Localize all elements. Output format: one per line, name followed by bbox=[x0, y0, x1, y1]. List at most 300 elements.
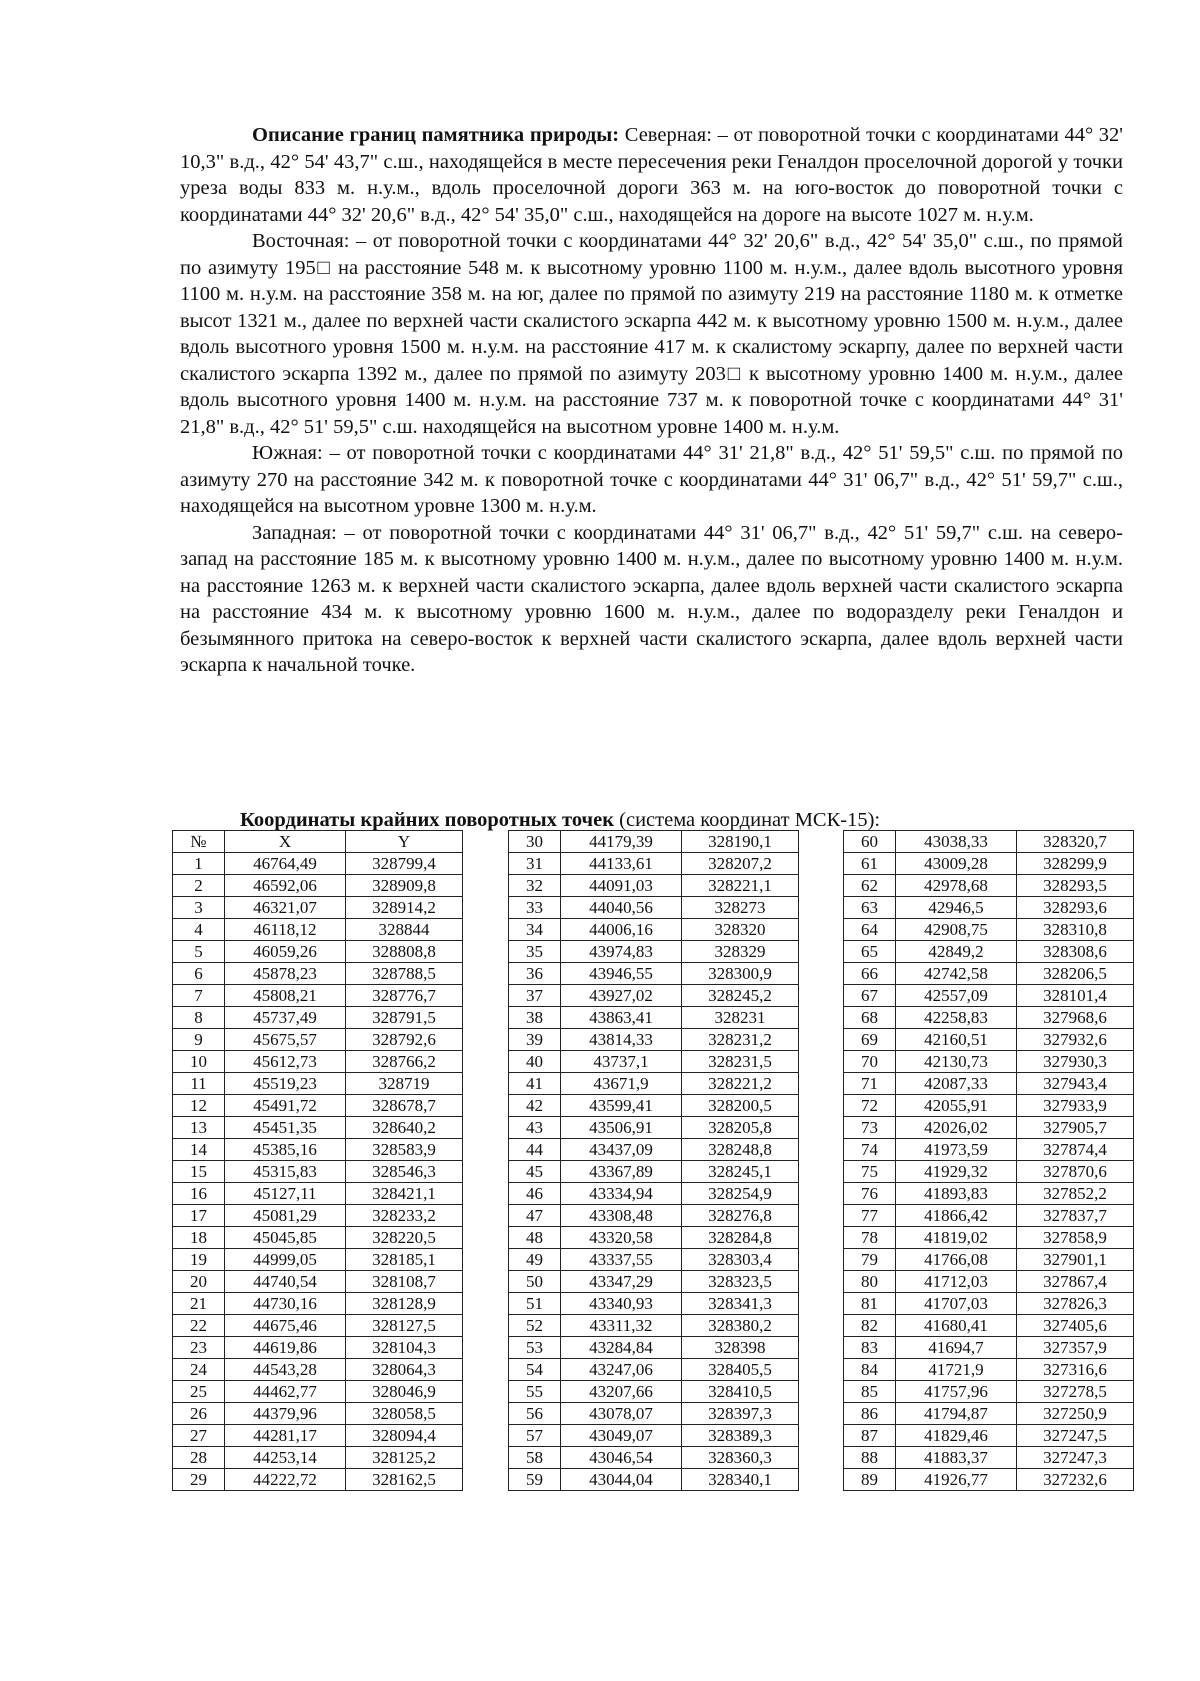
y-value: 328776,7 bbox=[346, 985, 463, 1007]
table-row bbox=[844, 1139, 1134, 1161]
table-row bbox=[173, 1029, 463, 1051]
x-value: 44281,17 bbox=[225, 1425, 346, 1447]
y-value: 327278,5 bbox=[1017, 1381, 1134, 1403]
x-value: 43247,06 bbox=[561, 1359, 682, 1381]
x-value: 41893,83 bbox=[896, 1183, 1017, 1205]
y-value: 328308,6 bbox=[1017, 941, 1134, 963]
y-value: 327905,7 bbox=[1017, 1117, 1134, 1139]
y-value: 328293,6 bbox=[1017, 897, 1134, 919]
point-number: 28 bbox=[173, 1447, 225, 1469]
x-value: 42055,91 bbox=[896, 1095, 1017, 1117]
y-value: 328303,4 bbox=[682, 1249, 799, 1271]
table-row bbox=[844, 1117, 1134, 1139]
x-value: 45612,73 bbox=[225, 1051, 346, 1073]
point-number: 44 bbox=[509, 1139, 561, 1161]
point-number: 53 bbox=[509, 1337, 561, 1359]
table-row bbox=[844, 1095, 1134, 1117]
y-value: 327232,6 bbox=[1017, 1469, 1134, 1491]
point-number: 52 bbox=[509, 1315, 561, 1337]
y-value: 328245,1 bbox=[682, 1161, 799, 1183]
y-value: 327826,3 bbox=[1017, 1293, 1134, 1315]
x-value: 44619,86 bbox=[225, 1337, 346, 1359]
point-number: 74 bbox=[844, 1139, 896, 1161]
x-value: 41712,03 bbox=[896, 1271, 1017, 1293]
table-row bbox=[509, 1381, 799, 1403]
table-row bbox=[173, 1293, 463, 1315]
table-row bbox=[173, 963, 463, 985]
y-value: 328108,7 bbox=[346, 1271, 463, 1293]
x-value: 43946,55 bbox=[561, 963, 682, 985]
x-value: 43308,48 bbox=[561, 1205, 682, 1227]
x-value: 43437,09 bbox=[561, 1139, 682, 1161]
table-row bbox=[173, 1007, 463, 1029]
y-value: 327870,6 bbox=[1017, 1161, 1134, 1183]
table-row bbox=[844, 1293, 1134, 1315]
x-value: 44462,77 bbox=[225, 1381, 346, 1403]
point-number: 14 bbox=[173, 1139, 225, 1161]
x-value: 41866,42 bbox=[896, 1205, 1017, 1227]
point-number: 86 bbox=[844, 1403, 896, 1425]
table-row bbox=[509, 1469, 799, 1491]
point-number: 51 bbox=[509, 1293, 561, 1315]
point-number: 33 bbox=[509, 897, 561, 919]
y-value: 327316,6 bbox=[1017, 1359, 1134, 1381]
x-value: 44999,05 bbox=[225, 1249, 346, 1271]
x-value: 42849,2 bbox=[896, 941, 1017, 963]
y-value: 328640,2 bbox=[346, 1117, 463, 1139]
point-number: 61 bbox=[844, 853, 896, 875]
point-number: 4 bbox=[173, 919, 225, 941]
point-number: 31 bbox=[509, 853, 561, 875]
point-number: 13 bbox=[173, 1117, 225, 1139]
y-value: 327852,2 bbox=[1017, 1183, 1134, 1205]
table-row bbox=[844, 941, 1134, 963]
paragraph-north bbox=[180, 122, 1123, 228]
y-value: 328058,5 bbox=[346, 1403, 463, 1425]
y-value: 327247,3 bbox=[1017, 1447, 1134, 1469]
x-value: 43038,33 bbox=[896, 831, 1017, 853]
point-number: 80 bbox=[844, 1271, 896, 1293]
x-value: 41973,59 bbox=[896, 1139, 1017, 1161]
table-row bbox=[509, 1095, 799, 1117]
table-row bbox=[509, 853, 799, 875]
table-row bbox=[173, 1315, 463, 1337]
y-value: 328273 bbox=[682, 897, 799, 919]
table-row bbox=[509, 1029, 799, 1051]
y-value: 328200,5 bbox=[682, 1095, 799, 1117]
point-number: 64 bbox=[844, 919, 896, 941]
point-number: 54 bbox=[509, 1359, 561, 1381]
point-number: 49 bbox=[509, 1249, 561, 1271]
point-number: 25 bbox=[173, 1381, 225, 1403]
y-value: 328389,3 bbox=[682, 1425, 799, 1447]
table-row bbox=[509, 1073, 799, 1095]
table-row bbox=[173, 1249, 463, 1271]
point-number: 7 bbox=[173, 985, 225, 1007]
table-row bbox=[844, 963, 1134, 985]
table-row bbox=[173, 941, 463, 963]
y-value: 328799,4 bbox=[346, 853, 463, 875]
x-value: 44133,61 bbox=[561, 853, 682, 875]
point-number: 76 bbox=[844, 1183, 896, 1205]
table-row bbox=[844, 897, 1134, 919]
x-value: 43737,1 bbox=[561, 1051, 682, 1073]
x-value: 44091,03 bbox=[561, 875, 682, 897]
point-number: 39 bbox=[509, 1029, 561, 1051]
point-number: 63 bbox=[844, 897, 896, 919]
x-value: 41680,41 bbox=[896, 1315, 1017, 1337]
table-row bbox=[509, 1337, 799, 1359]
y-value: 328323,5 bbox=[682, 1271, 799, 1293]
point-number: 47 bbox=[509, 1205, 561, 1227]
y-value: 328341,3 bbox=[682, 1293, 799, 1315]
x-value: 41883,37 bbox=[896, 1447, 1017, 1469]
point-number: 24 bbox=[173, 1359, 225, 1381]
y-value: 327943,4 bbox=[1017, 1073, 1134, 1095]
point-number: 59 bbox=[509, 1469, 561, 1491]
table-row bbox=[173, 1425, 463, 1447]
table-row bbox=[509, 1293, 799, 1315]
x-value: 43506,91 bbox=[561, 1117, 682, 1139]
y-value: 328231 bbox=[682, 1007, 799, 1029]
table-row bbox=[844, 853, 1134, 875]
y-value: 328094,4 bbox=[346, 1425, 463, 1447]
table-row bbox=[173, 1359, 463, 1381]
x-value: 43927,02 bbox=[561, 985, 682, 1007]
table-row bbox=[844, 1249, 1134, 1271]
point-number: 87 bbox=[844, 1425, 896, 1447]
point-number: 10 bbox=[173, 1051, 225, 1073]
y-value: 327968,6 bbox=[1017, 1007, 1134, 1029]
x-value: 43671,9 bbox=[561, 1073, 682, 1095]
point-number: 36 bbox=[509, 963, 561, 985]
table-row bbox=[844, 1271, 1134, 1293]
y-value: 328791,5 bbox=[346, 1007, 463, 1029]
table-row bbox=[509, 985, 799, 1007]
x-value: 43599,41 bbox=[561, 1095, 682, 1117]
x-value: 45451,35 bbox=[225, 1117, 346, 1139]
y-value: 328046,9 bbox=[346, 1381, 463, 1403]
y-value: 328320,7 bbox=[1017, 831, 1134, 853]
point-number: 85 bbox=[844, 1381, 896, 1403]
point-number: 18 bbox=[173, 1227, 225, 1249]
x-value: 46118,12 bbox=[225, 919, 346, 941]
y-value: 328808,8 bbox=[346, 941, 463, 963]
point-number: 29 bbox=[173, 1469, 225, 1491]
y-value: 328284,8 bbox=[682, 1227, 799, 1249]
point-number: 35 bbox=[509, 941, 561, 963]
x-value: 43334,94 bbox=[561, 1183, 682, 1205]
x-value: 45491,72 bbox=[225, 1095, 346, 1117]
coordinates-table-3 bbox=[843, 830, 1134, 1491]
x-value: 43320,58 bbox=[561, 1227, 682, 1249]
x-value: 45519,23 bbox=[225, 1073, 346, 1095]
y-value: 328909,8 bbox=[346, 875, 463, 897]
paragraph-east: Восточная: – от поворотной точки с координатами 44° 32' 20,6" в.д., 42° 54' 35,0" с.ш., по прямой по азимуту 195□ на расстояние 548 м. к высотному уровню 1100 м. н.у.м., далее вдоль высотного уровня 1100 м. н.у.м. на расстояние 358 м. на юг, далее по прямой по азимуту 219 на расстояние 1180 м. к отметке высот 1321 м., далее по верхней части скалистого эскарпа 442 м. к высотному уровню 1500 м. н.у.м., далее вдоль высотного уровня 1500 м. н.у.м. на расстояние 417 м. к скалистому эскарпу, далее по верхней части скалистого эскарпа 1392 м., далее по прямой по азимуту 203□ к высотному уровню 1400 м. н.у.м., далее вдоль высотного уровня 1400 м. н.у.м. на расстояние 737 м. к поворотной точке с координатами 44° 31' 21,8" в.д., 42° 51' 59,5" с.ш. находящейся на высотном уровне 1400 м. н.у.м. bbox=[180, 230, 1123, 438]
y-value: 328162,5 bbox=[346, 1469, 463, 1491]
y-value: 327867,4 bbox=[1017, 1271, 1134, 1293]
point-number: 45 bbox=[509, 1161, 561, 1183]
north-boundary-text: Северная: – от поворотной точки с координатами 44° 32' 10,3" в.д., 42° 54' 43,7" с.ш., находящейся в месте пересечения реки Геналдон проселочной дорогой у точки уреза воды 833 м. н.у.м., вдоль проселочной дороги 363 м. на юго-восток до поворотной точки с координатами 44° 32' 20,6" в.д., 42° 54' 35,0" с.ш., находящейся на дороге на высоте 1027 м. н.у.м. bbox=[180, 124, 1123, 226]
y-value: 327901,1 bbox=[1017, 1249, 1134, 1271]
table-row bbox=[173, 1161, 463, 1183]
x-value: 44040,56 bbox=[561, 897, 682, 919]
table-row bbox=[509, 831, 799, 853]
y-value: 327837,7 bbox=[1017, 1205, 1134, 1227]
x-value: 41794,87 bbox=[896, 1403, 1017, 1425]
x-value: 42946,5 bbox=[896, 897, 1017, 919]
x-value: 46059,26 bbox=[225, 941, 346, 963]
x-value: 43046,54 bbox=[561, 1447, 682, 1469]
table-row bbox=[844, 1447, 1134, 1469]
x-value: 43974,83 bbox=[561, 941, 682, 963]
y-value: 328583,9 bbox=[346, 1139, 463, 1161]
table-row bbox=[173, 1095, 463, 1117]
table-row bbox=[509, 1315, 799, 1337]
point-number: 43 bbox=[509, 1117, 561, 1139]
table-row bbox=[844, 1183, 1134, 1205]
point-number: 77 bbox=[844, 1205, 896, 1227]
table-row bbox=[509, 1271, 799, 1293]
table-row bbox=[844, 1337, 1134, 1359]
y-value: 328221,1 bbox=[682, 875, 799, 897]
y-value: 327357,9 bbox=[1017, 1337, 1134, 1359]
y-value: 327874,4 bbox=[1017, 1139, 1134, 1161]
x-value: 45385,16 bbox=[225, 1139, 346, 1161]
y-value: 328248,8 bbox=[682, 1139, 799, 1161]
point-number: 50 bbox=[509, 1271, 561, 1293]
point-number: 58 bbox=[509, 1447, 561, 1469]
point-number: 56 bbox=[509, 1403, 561, 1425]
table-row bbox=[844, 1073, 1134, 1095]
point-number: 68 bbox=[844, 1007, 896, 1029]
point-number: 12 bbox=[173, 1095, 225, 1117]
y-value: 328329 bbox=[682, 941, 799, 963]
x-value: 42087,33 bbox=[896, 1073, 1017, 1095]
table-row bbox=[509, 1183, 799, 1205]
table-row bbox=[173, 1381, 463, 1403]
y-value: 328546,3 bbox=[346, 1161, 463, 1183]
x-value: 41707,03 bbox=[896, 1293, 1017, 1315]
y-value: 328410,5 bbox=[682, 1381, 799, 1403]
point-number: 1 bbox=[173, 853, 225, 875]
x-value: 45808,21 bbox=[225, 985, 346, 1007]
point-number: 27 bbox=[173, 1425, 225, 1447]
header-y: Y bbox=[346, 831, 463, 853]
y-value: 328206,5 bbox=[1017, 963, 1134, 985]
table-row bbox=[509, 1161, 799, 1183]
paragraph-west: Западная: – от поворотной точки с координатами 44° 31' 06,7" в.д., 42° 51' 59,7" с.ш. на северо-запад на расстояние 185 м. к высотному уровню 1400 м. н.у.м., далее по высотному уровню 1400 м. н.у.м. на расстояние 1263 м. к верхней части скалистого эскарпа, далее вдоль верхней части скалистого эскарпа на расстояние 434 м. к высотному уровню 1600 м. н.у.м., далее по водоразделу реки Геналдон и безымянного притока на северо-восток к верхней части скалистого эскарпа, далее вдоль верхней части эскарпа к начальной точке. bbox=[180, 521, 1123, 676]
point-number: 6 bbox=[173, 963, 225, 985]
table-row bbox=[173, 1183, 463, 1205]
table-row bbox=[509, 1007, 799, 1029]
table-row bbox=[844, 1425, 1134, 1447]
table-row bbox=[509, 1117, 799, 1139]
point-number: 89 bbox=[844, 1469, 896, 1491]
x-value: 41694,7 bbox=[896, 1337, 1017, 1359]
x-value: 44730,16 bbox=[225, 1293, 346, 1315]
point-number: 67 bbox=[844, 985, 896, 1007]
point-number: 22 bbox=[173, 1315, 225, 1337]
x-value: 44379,96 bbox=[225, 1403, 346, 1425]
point-number: 42 bbox=[509, 1095, 561, 1117]
x-value: 42557,09 bbox=[896, 985, 1017, 1007]
y-value: 328310,8 bbox=[1017, 919, 1134, 941]
point-number: 82 bbox=[844, 1315, 896, 1337]
point-number: 17 bbox=[173, 1205, 225, 1227]
point-number: 71 bbox=[844, 1073, 896, 1095]
table-row bbox=[509, 1249, 799, 1271]
point-number: 11 bbox=[173, 1073, 225, 1095]
y-value: 328397,3 bbox=[682, 1403, 799, 1425]
y-value: 328792,6 bbox=[346, 1029, 463, 1051]
y-value: 328254,9 bbox=[682, 1183, 799, 1205]
table-row bbox=[173, 919, 463, 941]
x-value: 43863,41 bbox=[561, 1007, 682, 1029]
coordinates-table-2 bbox=[508, 830, 799, 1491]
table-row bbox=[844, 1205, 1134, 1227]
y-value: 328766,2 bbox=[346, 1051, 463, 1073]
x-value: 44740,54 bbox=[225, 1271, 346, 1293]
point-number: 30 bbox=[509, 831, 561, 853]
table-row bbox=[509, 897, 799, 919]
x-value: 41757,96 bbox=[896, 1381, 1017, 1403]
point-number: 81 bbox=[844, 1293, 896, 1315]
x-value: 46764,49 bbox=[225, 853, 346, 875]
table-row bbox=[173, 1337, 463, 1359]
x-value: 41766,08 bbox=[896, 1249, 1017, 1271]
y-value: 328128,9 bbox=[346, 1293, 463, 1315]
y-value: 327933,9 bbox=[1017, 1095, 1134, 1117]
point-number: 79 bbox=[844, 1249, 896, 1271]
x-value: 45675,57 bbox=[225, 1029, 346, 1051]
x-value: 41929,32 bbox=[896, 1161, 1017, 1183]
point-number: 78 bbox=[844, 1227, 896, 1249]
point-number: 20 bbox=[173, 1271, 225, 1293]
x-value: 44253,14 bbox=[225, 1447, 346, 1469]
y-value: 328231,2 bbox=[682, 1029, 799, 1051]
y-value: 328101,4 bbox=[1017, 985, 1134, 1007]
table-row bbox=[173, 1205, 463, 1227]
paragraph-south: Южная: – от поворотной точки с координатами 44° 31' 21,8" в.д., 42° 51' 59,5" с.ш. по прямой по азимуту 270 на расстояние 342 м. к поворотной точке с координатами 44° 31' 06,7" в.д., 42° 51' 59,7" с.ш., находящейся на высотном уровне 1300 м. н.у.м. bbox=[180, 442, 1123, 517]
coordinates-table-1 bbox=[172, 830, 463, 1491]
table-row bbox=[173, 1469, 463, 1491]
table-row bbox=[173, 1271, 463, 1293]
y-value: 328276,8 bbox=[682, 1205, 799, 1227]
point-number: 9 bbox=[173, 1029, 225, 1051]
point-number: 48 bbox=[509, 1227, 561, 1249]
y-value: 328788,5 bbox=[346, 963, 463, 985]
point-number: 16 bbox=[173, 1183, 225, 1205]
y-value: 328380,2 bbox=[682, 1315, 799, 1337]
x-value: 43284,84 bbox=[561, 1337, 682, 1359]
table-row bbox=[844, 1381, 1134, 1403]
x-value: 42026,02 bbox=[896, 1117, 1017, 1139]
y-value: 328844 bbox=[346, 919, 463, 941]
table-row bbox=[173, 1447, 463, 1469]
y-value: 328104,3 bbox=[346, 1337, 463, 1359]
point-number: 26 bbox=[173, 1403, 225, 1425]
x-value: 44222,72 bbox=[225, 1469, 346, 1491]
point-number: 46 bbox=[509, 1183, 561, 1205]
table-row bbox=[509, 1205, 799, 1227]
y-value: 328398 bbox=[682, 1337, 799, 1359]
x-value: 46321,07 bbox=[225, 897, 346, 919]
coordinates-heading bbox=[180, 808, 1123, 832]
x-value: 45127,11 bbox=[225, 1183, 346, 1205]
point-number: 60 bbox=[844, 831, 896, 853]
x-value: 44675,46 bbox=[225, 1315, 346, 1337]
y-value: 328360,3 bbox=[682, 1447, 799, 1469]
table-row bbox=[173, 897, 463, 919]
point-number: 21 bbox=[173, 1293, 225, 1315]
point-number: 37 bbox=[509, 985, 561, 1007]
y-value: 327858,9 bbox=[1017, 1227, 1134, 1249]
point-number: 23 bbox=[173, 1337, 225, 1359]
point-number: 88 bbox=[844, 1447, 896, 1469]
x-value: 41829,46 bbox=[896, 1425, 1017, 1447]
x-value: 46592,06 bbox=[225, 875, 346, 897]
y-value: 328205,8 bbox=[682, 1117, 799, 1139]
point-number: 41 bbox=[509, 1073, 561, 1095]
x-value: 45737,49 bbox=[225, 1007, 346, 1029]
table-row bbox=[173, 1227, 463, 1249]
point-number: 65 bbox=[844, 941, 896, 963]
table-row bbox=[844, 1051, 1134, 1073]
point-number: 83 bbox=[844, 1337, 896, 1359]
y-value: 328405,5 bbox=[682, 1359, 799, 1381]
y-value: 328299,9 bbox=[1017, 853, 1134, 875]
point-number: 66 bbox=[844, 963, 896, 985]
table-row bbox=[173, 875, 463, 897]
x-value: 43049,07 bbox=[561, 1425, 682, 1447]
x-value: 43347,29 bbox=[561, 1271, 682, 1293]
table-row bbox=[844, 1315, 1134, 1337]
boundary-description bbox=[180, 122, 1123, 679]
x-value: 43078,07 bbox=[561, 1403, 682, 1425]
x-value: 43814,33 bbox=[561, 1029, 682, 1051]
x-value: 43337,55 bbox=[561, 1249, 682, 1271]
y-value: 328125,2 bbox=[346, 1447, 463, 1469]
x-value: 45878,23 bbox=[225, 963, 346, 985]
table-row bbox=[509, 963, 799, 985]
y-value: 328340,1 bbox=[682, 1469, 799, 1491]
y-value: 327405,6 bbox=[1017, 1315, 1134, 1337]
x-value: 43340,93 bbox=[561, 1293, 682, 1315]
table-row bbox=[509, 941, 799, 963]
point-number: 72 bbox=[844, 1095, 896, 1117]
x-value: 45315,83 bbox=[225, 1161, 346, 1183]
x-value: 41721,9 bbox=[896, 1359, 1017, 1381]
y-value: 328421,1 bbox=[346, 1183, 463, 1205]
y-value: 328064,3 bbox=[346, 1359, 463, 1381]
x-value: 42258,83 bbox=[896, 1007, 1017, 1029]
table-row bbox=[509, 1403, 799, 1425]
y-value: 328293,5 bbox=[1017, 875, 1134, 897]
table-row bbox=[173, 1117, 463, 1139]
x-value: 42908,75 bbox=[896, 919, 1017, 941]
table-row bbox=[173, 1073, 463, 1095]
table-row bbox=[173, 1403, 463, 1425]
x-value: 43207,66 bbox=[561, 1381, 682, 1403]
table-row bbox=[844, 1007, 1134, 1029]
y-value: 328231,5 bbox=[682, 1051, 799, 1073]
coordinates-title: Координаты крайних поворотных точек bbox=[240, 809, 615, 831]
table-row bbox=[844, 1469, 1134, 1491]
table-row bbox=[844, 1161, 1134, 1183]
table-row bbox=[844, 831, 1134, 853]
point-number: 57 bbox=[509, 1425, 561, 1447]
